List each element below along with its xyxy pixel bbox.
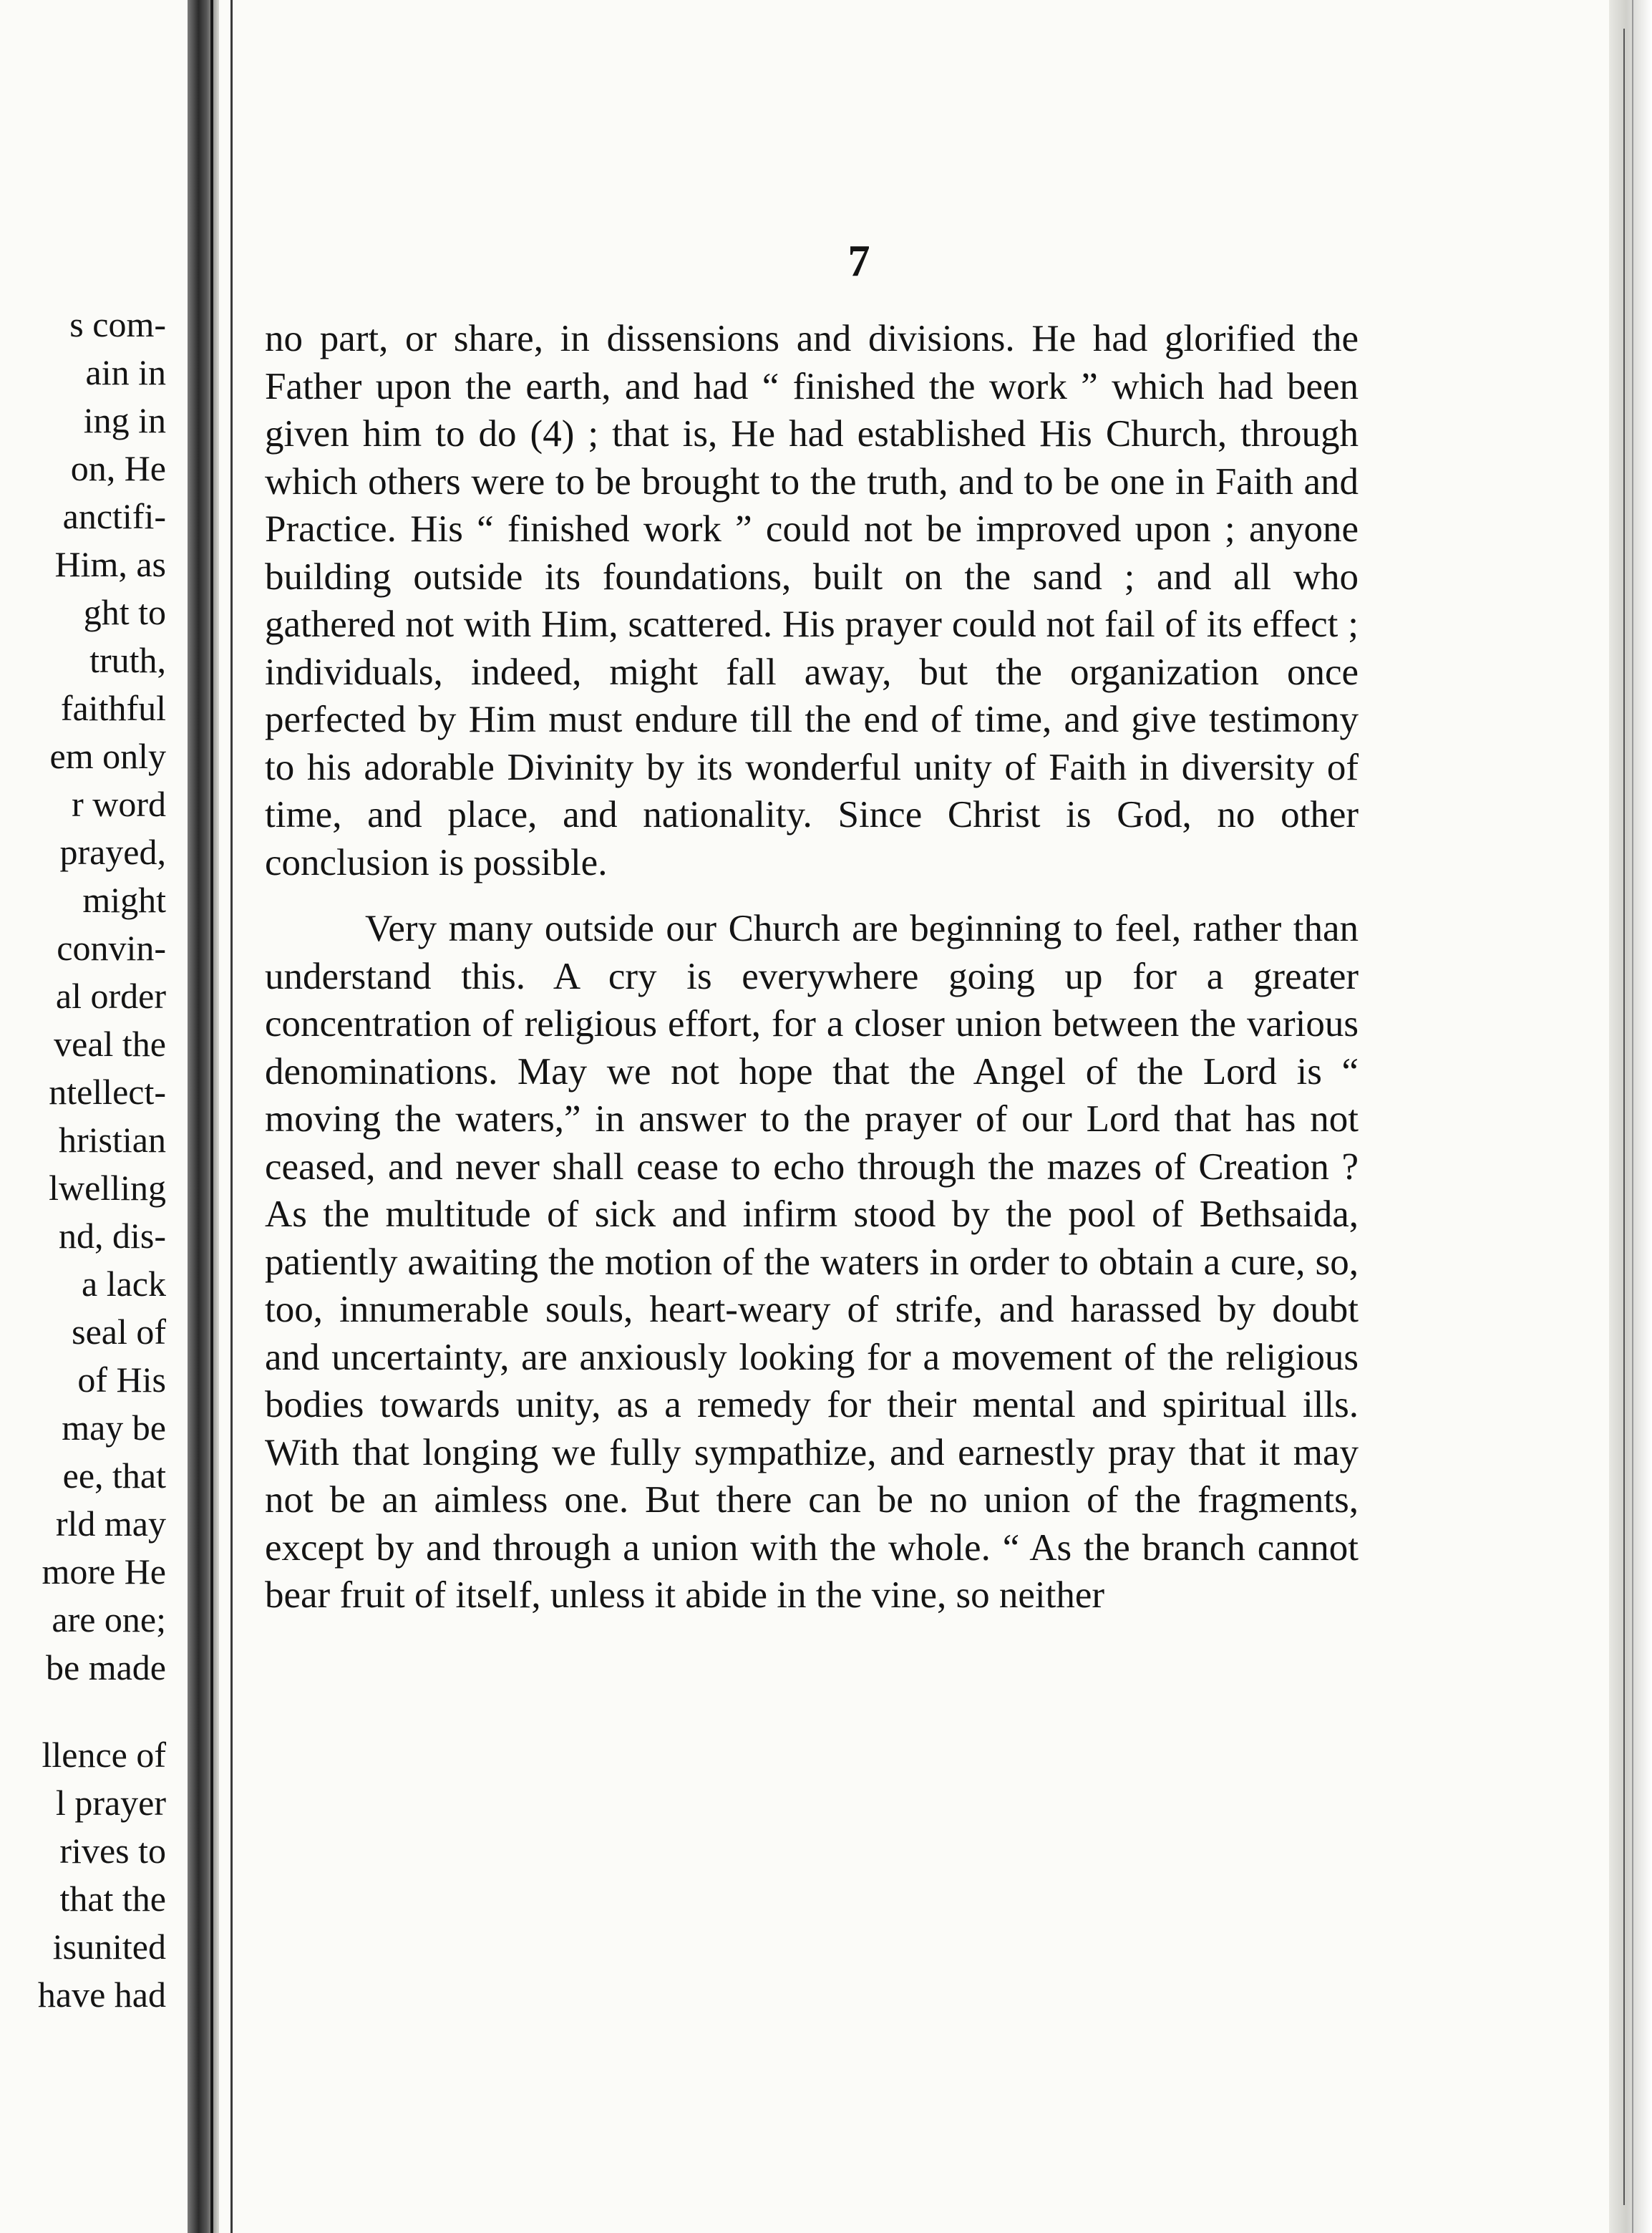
previous-page-line: Him, as — [54, 544, 166, 584]
previous-page-line: isunited — [52, 1927, 166, 1967]
previous-page-line: r word — [72, 784, 166, 824]
previous-page-line: llence of — [42, 1735, 166, 1775]
gutter-rule — [210, 0, 213, 2233]
previous-page-line: ntellect- — [49, 1072, 166, 1112]
previous-page-line: may be — [62, 1408, 166, 1448]
previous-page-line: ain in — [85, 352, 166, 392]
previous-page-line: that the — [59, 1879, 166, 1919]
body-text — [265, 315, 1359, 1619]
previous-page-line: ght to — [83, 592, 166, 632]
previous-page-line: might — [82, 880, 166, 920]
previous-page-line: l prayer — [55, 1783, 166, 1823]
previous-page-line: are one; — [52, 1599, 166, 1639]
previous-page-line: rld may — [55, 1503, 166, 1544]
paragraph: Very many outside our Church are beginning to feel, rather than understand this. A cry is everywhere going up for a greater concentration of religious effort, for a closer union between the various denominations. May we not hope that the Angel of the Lord is “ moving the waters,” in answer to the prayer of our Lord that has not ceased, and never shall cease to echo through the mazes of Creation ? As the multitude of sick and infirm stood by the pool of Bethsaida, patiently awaiting the motion of the waters in order to obtain a cure, so, too, innumerable souls, heart-weary of strife, and harassed by doubt and uncertainty, are anxiously looking for a movement of the religious bodies towards unity, as a remedy for their mental and spiritual ills. With that longing we fully sympathize, and earnestly pray that it may not be an aimless one. But there can be no union of the fragments, except by and through a union with the whole. “ As the branch cannot bear fruit of itself, unless it abide in the vine, so neither — [265, 908, 1359, 1616]
previous-page-line: em only — [49, 736, 166, 776]
previous-page-line: rives to — [59, 1831, 166, 1871]
previous-page-line: hristian — [59, 1120, 166, 1160]
previous-page-line: convin- — [57, 928, 166, 968]
gutter-rule — [230, 0, 233, 2233]
previous-page-text — [0, 301, 166, 2019]
previous-page-line: seal of — [72, 1312, 166, 1352]
previous-page-line: a lack — [82, 1264, 166, 1304]
previous-page-line: on, He — [70, 448, 166, 488]
previous-page-line: be made — [46, 1647, 166, 1687]
previous-page-line: ee, that — [62, 1455, 166, 1496]
previous-page-line: veal the — [54, 1024, 166, 1064]
page-number: 7 — [847, 237, 870, 286]
previous-page-line: prayed, — [59, 832, 166, 872]
previous-page-line: faithful — [60, 688, 166, 728]
previous-page-line: nd, dis- — [59, 1216, 166, 1256]
previous-page-line: truth, — [89, 640, 166, 680]
page — [243, 0, 1603, 2233]
previous-page-line: more He — [42, 1551, 166, 1592]
previous-page-line: of His — [77, 1360, 166, 1400]
book-gutter — [188, 0, 219, 2233]
previous-page-line: ing in — [83, 400, 166, 440]
previous-page-line: have had — [37, 1975, 166, 2015]
previous-page-line: s com- — [69, 304, 166, 344]
previous-page-fragment — [0, 0, 188, 2233]
paragraph: no part, or share, in dissensions and divisions. He had glorified the Father upon the earth, and had “ finished the work ” which had been given him to do (4) ; that is, He had established His Church, through which others were to be brought to the truth, and to be one in Faith and Practice. His “ finished work ” could not be improved upon ; anyone building outside its foundations, built on the sand ; and all who gathered not with Him, scattered. His prayer could not fail of its effect ; individuals, indeed, might fall away, but the organization once perfected by Him must endure till the end of time, and give testimony to his adorable Divinity by its wonderful unity of Faith in diversity of time, and place, and nationality. Since Christ is God, no other conclusion is possible. — [265, 318, 1359, 883]
previous-page-line: lwelling — [49, 1168, 166, 1208]
page-edge — [1609, 0, 1652, 2233]
previous-page-line: anctifi- — [62, 496, 166, 536]
previous-page-line: al order — [55, 976, 166, 1016]
